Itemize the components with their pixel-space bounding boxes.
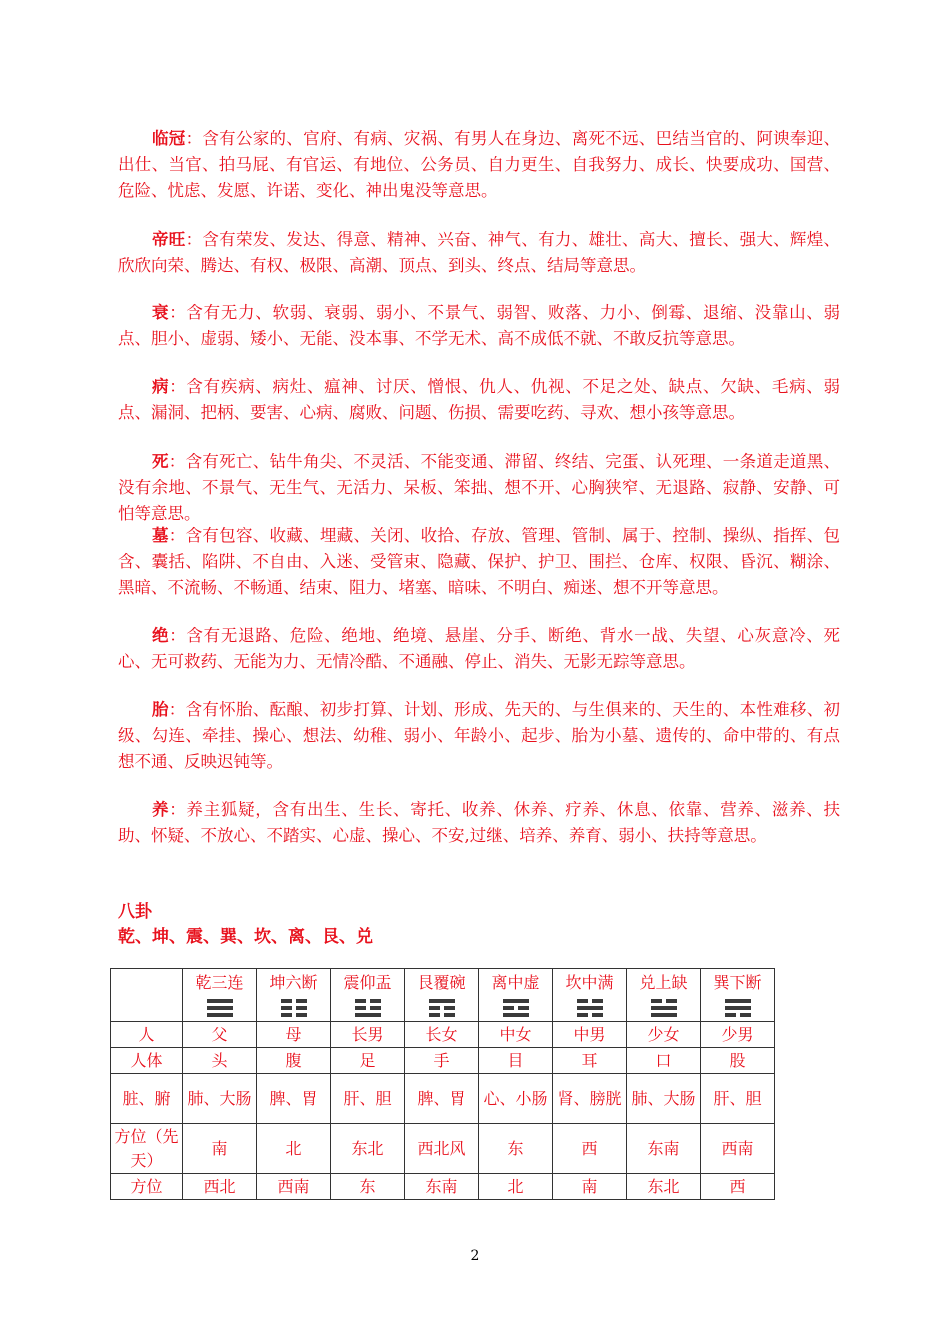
term-description: ：含有公家的、官府、有病、灾祸、有男人在身边、离死不远、巴结当官的、阿谀奉迎、出仕、当官、拍马屁、有官运、有地位、公务员、自力更生、自我努力、成长、快要成功、国营、危险、忧虑、发愿、许诺、变化、神出鬼没等意思。	[118, 129, 841, 200]
table-cell: 肾、膀胱	[553, 1074, 627, 1124]
table-cell: 南	[183, 1124, 257, 1174]
trigram-name: 离中虚	[491, 973, 540, 992]
table-cell: 南	[553, 1174, 627, 1200]
term-label: 养	[152, 800, 170, 819]
table-cell: 肺、大肠	[627, 1074, 701, 1124]
trigram-name: 震仰盂	[343, 973, 392, 992]
table-cell: 东北	[331, 1124, 405, 1174]
term-description: ：养主狐疑，含有出生、生长、寄托、收养、休养、疗养、休息、依靠、营养、滋养、扶助、怀疑、不放心、不踏实、心虚、操心、不安,过继、培养、养育、弱小、扶持等意思。	[118, 800, 841, 845]
row-label: 人体	[111, 1048, 183, 1074]
header-cell-xun	[701, 969, 775, 1022]
table-cell: 西北	[183, 1174, 257, 1200]
term-label: 胎	[152, 700, 169, 719]
header-cell-gen	[405, 969, 479, 1022]
table-cell: 长男	[331, 1022, 405, 1048]
paragraph-jue	[118, 623, 840, 675]
paragraph-tai	[118, 697, 840, 775]
row-label: 方位（先天）	[111, 1124, 183, 1174]
table-cell: 目	[479, 1048, 553, 1074]
header-cell-kan	[553, 969, 627, 1022]
term-description: ：含有死亡、钻牛角尖、不灵活、不能变通、滞留、终结、完蛋、认死理、一条道走道黑、没有余地、不景气、无生气、无活力、呆板、笨拙、想不开、心胸狭窄、无退路、寂静、安静、可怕等意思。	[118, 452, 841, 523]
table-cell: 东	[479, 1124, 553, 1174]
table-cell: 口	[627, 1048, 701, 1074]
table-cell: 脾、胃	[257, 1074, 331, 1124]
trigram-name: 坤六断	[269, 973, 318, 992]
dui-trigram-icon	[651, 999, 677, 1017]
gen-trigram-icon	[429, 999, 455, 1017]
table-cell: 东北	[627, 1174, 701, 1200]
section-subtitle: 乾、坤、震、巽、坎、离、艮、兑	[118, 927, 373, 947]
table-row-direction-xiantian	[111, 1124, 775, 1174]
table-cell: 腹	[257, 1048, 331, 1074]
table-cell: 中男	[553, 1022, 627, 1048]
term-label: 绝	[152, 626, 170, 645]
table-cell: 东南	[627, 1124, 701, 1174]
table-corner-cell	[111, 969, 183, 1022]
table-cell: 脾、胃	[405, 1074, 479, 1124]
table-cell: 头	[183, 1048, 257, 1074]
table-row-organs	[111, 1074, 775, 1124]
table-cell: 东南	[405, 1174, 479, 1200]
zhen-trigram-icon	[355, 999, 381, 1017]
trigram-name: 坎中满	[565, 973, 614, 992]
table-row-person	[111, 1022, 775, 1048]
table-cell: 中女	[479, 1022, 553, 1048]
term-label: 病	[152, 377, 170, 396]
row-label: 方位	[111, 1174, 183, 1200]
paragraph-linguan	[118, 126, 840, 204]
table-cell: 西南	[701, 1124, 775, 1174]
term-description: ：含有疾病、病灶、瘟神、讨厌、憎恨、仇人、仇视、不足之处、缺点、欠缺、毛病、弱点、漏洞、把柄、要害、心病、腐败、问题、伤损、需要吃药、寻欢、想小孩等意思。	[118, 377, 841, 422]
table-cell: 母	[257, 1022, 331, 1048]
table-row-direction	[111, 1174, 775, 1200]
table-cell: 北	[257, 1124, 331, 1174]
li-trigram-icon	[503, 999, 529, 1017]
table-cell: 手	[405, 1048, 479, 1074]
term-description: ：含有无退路、危险、绝地、绝境、悬崖、分手、断绝、背水一战、失望、心灰意冷、死心、无可救药、无能为力、无情冷酷、不通融、停止、消失、无影无踪等意思。	[118, 626, 841, 671]
xun-trigram-icon	[725, 999, 751, 1017]
paragraph-yang	[118, 797, 840, 849]
term-description: ：含有怀胎、酝酿、初步打算、计划、形成、先天的、与生俱来的、天生的、本性难移、初级、勾连、牵挂、操心、想法、幼稚、弱小、年龄小、起步、胎为小墓、遗传的、命中带的、有点想不通、反映迟钝等。	[118, 700, 841, 771]
trigram-name: 艮覆碗	[417, 973, 466, 992]
table-cell: 北	[479, 1174, 553, 1200]
paragraph-mu	[118, 523, 840, 601]
term-label: 死	[152, 452, 169, 471]
kan-trigram-icon	[577, 999, 603, 1017]
table-cell: 西南	[257, 1174, 331, 1200]
table-cell: 心、小肠	[479, 1074, 553, 1124]
paragraph-shuai	[118, 300, 840, 352]
term-label: 帝旺	[152, 230, 186, 249]
table-cell: 长女	[405, 1022, 479, 1048]
header-cell-qian	[183, 969, 257, 1022]
table-cell: 股	[701, 1048, 775, 1074]
qian-trigram-icon	[207, 999, 233, 1017]
table-cell: 肝、胆	[331, 1074, 405, 1124]
table-cell: 耳	[553, 1048, 627, 1074]
term-label: 墓	[152, 526, 169, 545]
table-cell: 西北风	[405, 1124, 479, 1174]
trigram-name: 巽下断	[713, 973, 762, 992]
table-cell: 西	[553, 1124, 627, 1174]
header-cell-zhen	[331, 969, 405, 1022]
term-description: ：含有包容、收藏、埋藏、关闭、收拾、存放、管理、管制、属于、控制、操纵、指挥、包含、囊括、陷阱、不自由、入迷、受管束、隐藏、保护、护卫、围拦、仓库、权限、昏沉、糊涂、黑暗、不流畅、不畅通、结束、阻力、堵塞、暗味、不明白、痴迷、想不开等意思。	[118, 526, 841, 597]
table-cell: 肝、胆	[701, 1074, 775, 1124]
table-cell: 父	[183, 1022, 257, 1048]
term-description: ：含有荣发、发达、得意、精神、兴奋、神气、有力、雄壮、高大、擅长、强大、辉煌、欣欣向荣、腾达、有权、极限、高潮、顶点、到头、终点、结局等意思。	[118, 230, 841, 275]
term-label: 衰	[152, 303, 170, 322]
term-label: 临冠	[152, 129, 186, 148]
trigram-name: 兑上缺	[639, 973, 688, 992]
header-cell-li	[479, 969, 553, 1022]
table-row-body	[111, 1048, 775, 1074]
row-label: 脏、腑	[111, 1074, 183, 1124]
kun-trigram-icon	[281, 999, 307, 1017]
paragraph-diwang	[118, 227, 840, 279]
paragraph-bing	[118, 374, 840, 426]
section-title: 八卦	[118, 902, 152, 922]
header-cell-dui	[627, 969, 701, 1022]
page-number: 2	[470, 1248, 480, 1264]
table-cell: 足	[331, 1048, 405, 1074]
bagua-table	[110, 968, 775, 1200]
table-cell: 西	[701, 1174, 775, 1200]
table-cell: 少女	[627, 1022, 701, 1048]
table-header-row	[111, 969, 775, 1022]
trigram-name: 乾三连	[195, 973, 244, 992]
table-cell: 肺、大肠	[183, 1074, 257, 1124]
term-description: ：含有无力、软弱、衰弱、弱小、不景气、弱智、败落、力小、倒霉、退缩、没靠山、弱点、胆小、虚弱、矮小、无能、没本事、不学无术、高不成低不就、不敢反抗等意思。	[118, 303, 841, 348]
header-cell-kun	[257, 969, 331, 1022]
paragraph-si	[118, 449, 840, 527]
table-cell: 少男	[701, 1022, 775, 1048]
table-cell: 东	[331, 1174, 405, 1200]
row-label: 人	[111, 1022, 183, 1048]
